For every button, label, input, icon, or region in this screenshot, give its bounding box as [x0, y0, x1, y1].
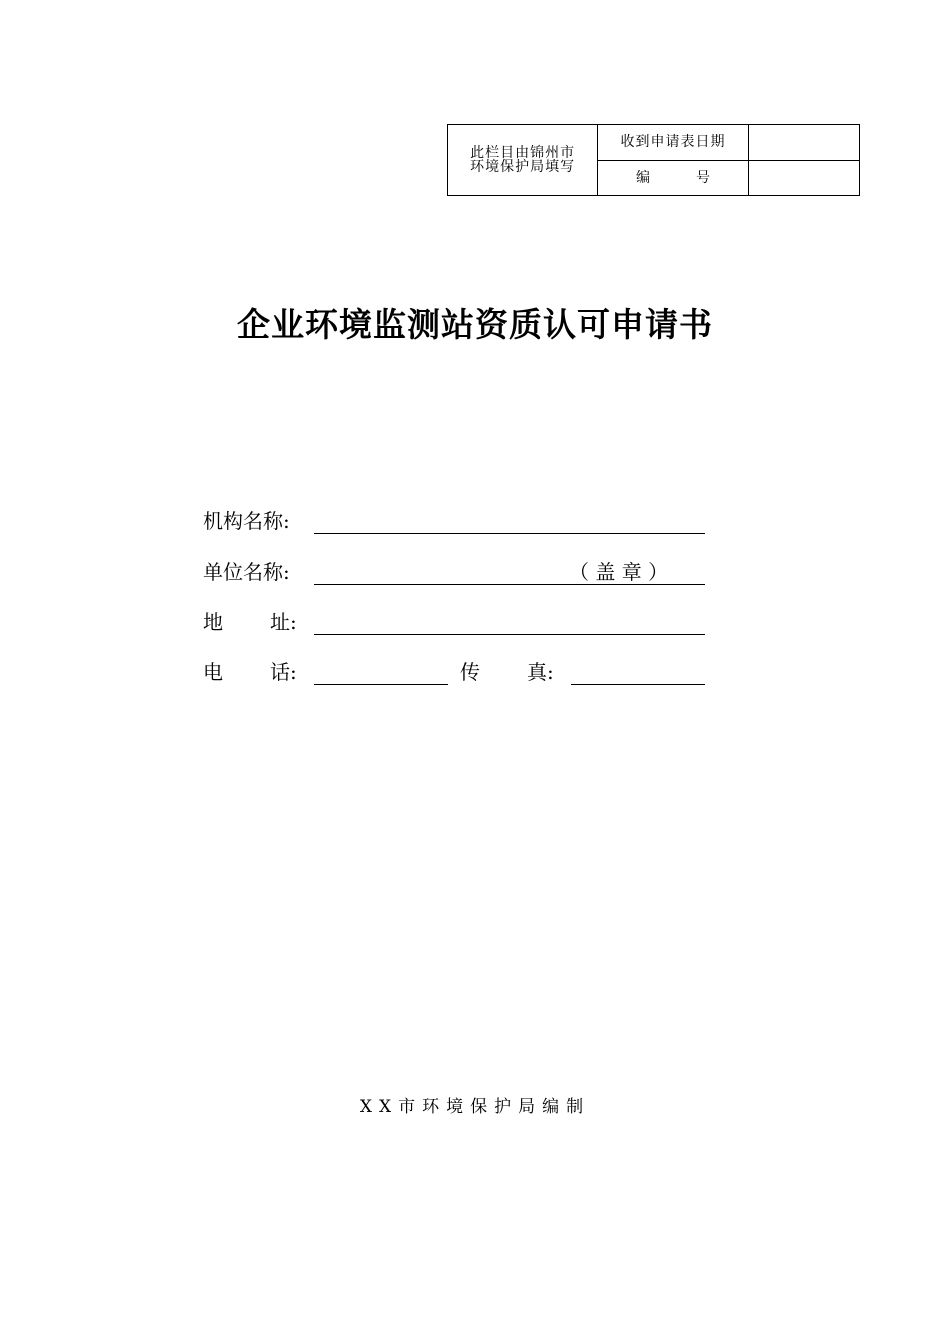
- fax-field[interactable]: [571, 657, 705, 685]
- address-label-char1: 地: [203, 610, 223, 634]
- unit-name-row: [203, 557, 708, 587]
- phone-fax-row: [203, 657, 708, 687]
- stamp-note: （ 盖 章 ）: [569, 560, 669, 584]
- number-label-char2: 号: [696, 169, 711, 186]
- number-field[interactable]: [748, 160, 859, 196]
- number-label: [598, 160, 748, 196]
- org-name-row: [203, 506, 708, 536]
- phone-field[interactable]: [314, 657, 448, 685]
- office-use-note: [448, 125, 598, 196]
- office-use-note-line2: 环境保护局填写: [470, 159, 576, 175]
- number-label-char1: 编: [636, 169, 651, 186]
- fax-label-char1: 传: [460, 660, 480, 684]
- received-date-field[interactable]: [748, 125, 859, 161]
- office-use-note-line1: 此栏目由锦州市: [470, 145, 576, 161]
- org-name-label: 机构名称:: [203, 509, 290, 533]
- office-use-table: [447, 124, 860, 196]
- unit-name-label: 单位名称:: [203, 560, 290, 584]
- received-date-label: 收到申请表日期: [598, 125, 748, 161]
- address-field[interactable]: [314, 607, 705, 635]
- phone-label-char1: 电: [203, 660, 223, 684]
- address-label-char2: 址:: [270, 610, 297, 634]
- fax-label-char2: 真:: [527, 660, 554, 684]
- org-name-field[interactable]: [314, 506, 705, 534]
- page-title: 企业环境监测站资质认可申请书: [237, 305, 713, 344]
- issuer-footer: XX市环境保护局编制: [359, 1097, 591, 1117]
- address-row: [203, 607, 708, 637]
- phone-label-char2: 话:: [270, 660, 297, 684]
